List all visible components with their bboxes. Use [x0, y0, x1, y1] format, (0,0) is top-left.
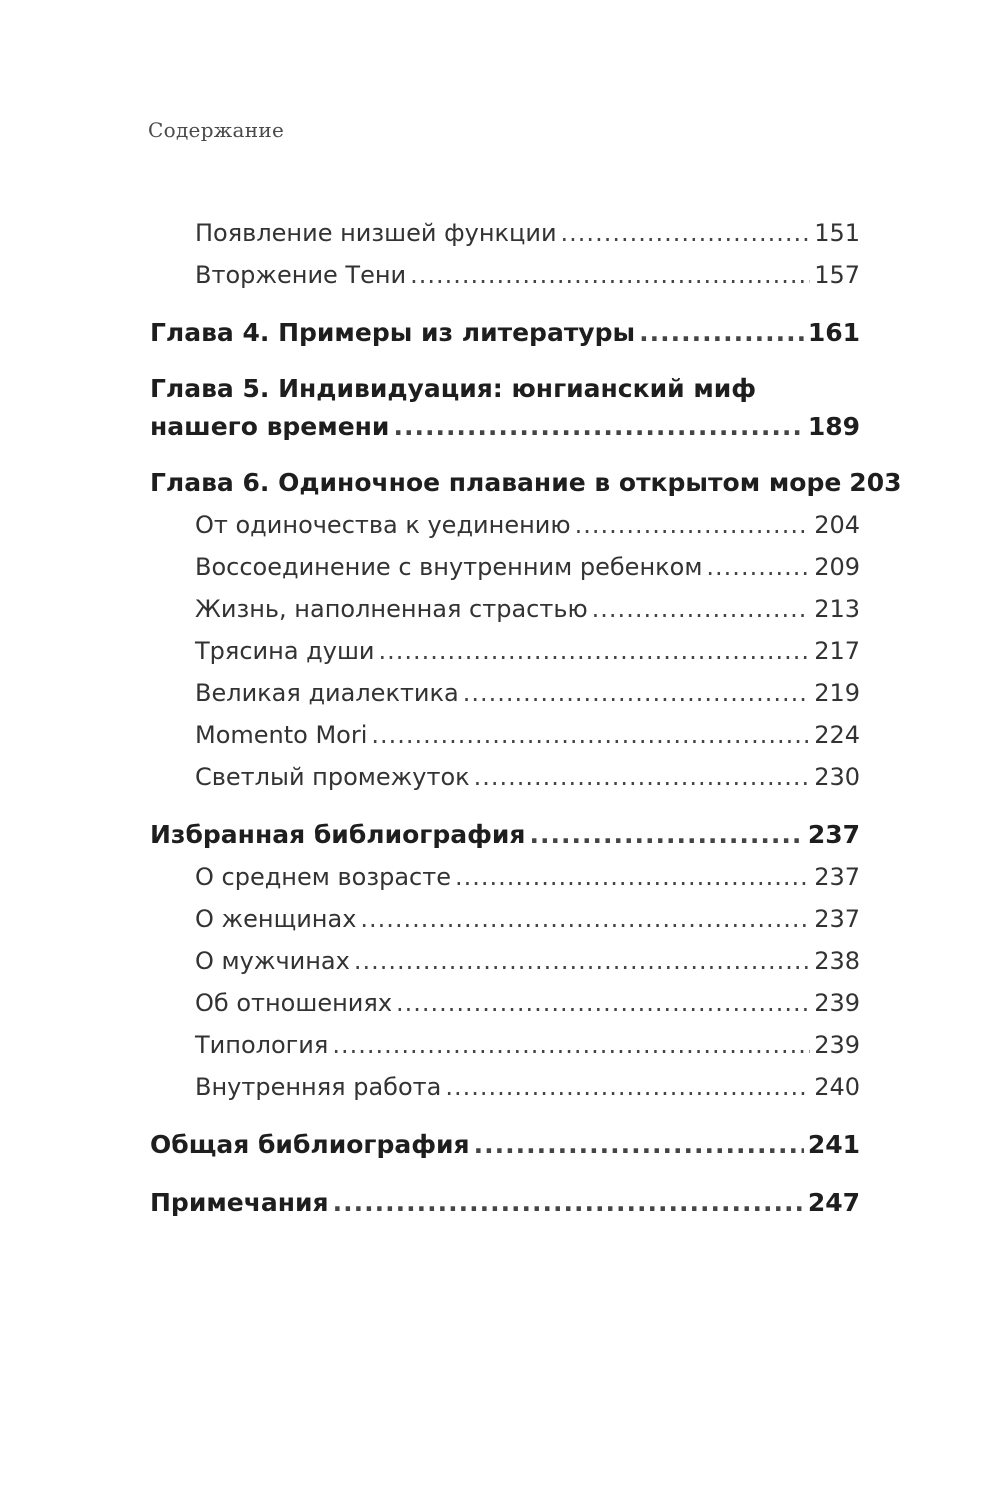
- toc-entry-title: Жизнь, наполненная страстью: [195, 595, 588, 623]
- toc-entry-page: 161: [807, 318, 860, 347]
- dot-leader: [332, 1024, 810, 1066]
- toc-chapter: [150, 1182, 860, 1224]
- toc-entry-page: 204: [814, 511, 860, 539]
- toc-entry: [150, 212, 860, 254]
- dot-leader: [529, 814, 803, 856]
- dot-leader: [360, 898, 810, 940]
- toc-entry: [150, 1066, 860, 1108]
- toc-entry-page: 209: [814, 553, 860, 581]
- dot-leader: [706, 546, 810, 588]
- dot-leader: [639, 312, 804, 354]
- dot-leader: [592, 588, 811, 630]
- toc-entry: [150, 254, 860, 296]
- toc-entry-title: Воссоединение с внутренним ребенком: [195, 553, 703, 581]
- running-head: Содержание: [148, 118, 285, 142]
- toc-entry-title: Внутренняя работа: [195, 1073, 442, 1101]
- toc-entry-title: Общая библиография: [150, 1130, 470, 1159]
- toc-chapter: [150, 1124, 860, 1166]
- toc-entry-page: 217: [814, 637, 860, 665]
- toc-entry: [150, 504, 860, 546]
- dot-leader: [445, 1066, 810, 1108]
- toc-entry-title: Трясина души: [195, 637, 375, 665]
- toc-entry-title: Глава 5. Индивидуация: юнгианский миф: [150, 374, 757, 403]
- toc-entry-page: 157: [814, 261, 860, 289]
- toc-entry-page: 230: [814, 763, 860, 791]
- toc-entry: [150, 940, 860, 982]
- toc-entry-title: От одиночества к уединению: [195, 511, 571, 539]
- toc-chapter: [150, 814, 860, 856]
- toc-entry: [150, 982, 860, 1024]
- toc-entry-title: О женщинах: [195, 905, 357, 933]
- toc-chapter: [150, 408, 860, 446]
- toc-entry-title: Об отношениях: [195, 989, 393, 1017]
- toc-entry-page: 239: [814, 1031, 860, 1059]
- dot-leader: [333, 1182, 804, 1224]
- toc-entry-page: 241: [807, 1130, 860, 1159]
- dot-leader: [561, 212, 811, 254]
- toc-entry-title: Появление низшей функции: [195, 219, 557, 247]
- toc-entry-title: Глава 6. Одиночное плавание в открытом море: [150, 468, 842, 497]
- toc-entry-page: 239: [814, 989, 860, 1017]
- toc-entry: [150, 756, 860, 798]
- toc-entry-page: 237: [814, 863, 860, 891]
- toc-entry-title: Momento Mori: [195, 721, 368, 749]
- toc-entry-page: 238: [814, 947, 860, 975]
- toc-entry: [150, 856, 860, 898]
- toc-entry-page: 247: [807, 1188, 860, 1217]
- toc-entry-title: Избранная библиография: [150, 820, 526, 849]
- toc-entry: [150, 546, 860, 588]
- toc-entry-page: 240: [814, 1073, 860, 1101]
- toc-entry-page: 189: [807, 412, 860, 441]
- dot-leader: [354, 940, 810, 982]
- toc-entry-page: 224: [814, 721, 860, 749]
- toc-entry-title: Великая диалектика: [195, 679, 459, 707]
- toc-entry-title: О среднем возрасте: [195, 863, 451, 891]
- toc-chapter-line1: [150, 370, 860, 408]
- toc-entry-page: 213: [814, 595, 860, 623]
- toc-entry-title: О мужчинах: [195, 947, 350, 975]
- dot-leader: [455, 856, 810, 898]
- toc-entry: [150, 630, 860, 672]
- dot-leader: [474, 756, 811, 798]
- dot-leader: [474, 1124, 804, 1166]
- toc-entry-title: Глава 4. Примеры из литературы: [150, 318, 636, 347]
- toc-entry-page: 151: [814, 219, 860, 247]
- toc-chapter: [150, 462, 902, 504]
- dot-leader: [396, 982, 810, 1024]
- toc-entry-title: Примечания: [150, 1188, 329, 1217]
- table-of-contents: [150, 212, 902, 1224]
- dot-leader: [379, 630, 811, 672]
- toc-entry: [150, 672, 860, 714]
- toc-entry-page: 219: [814, 679, 860, 707]
- toc-entry-title: Светлый промежуток: [195, 763, 470, 791]
- toc-chapter: [150, 312, 860, 354]
- dot-leader: [410, 254, 810, 296]
- toc-entry-title: Типология: [195, 1031, 329, 1059]
- toc-entry: [150, 1024, 860, 1066]
- toc-entry-page: 237: [807, 820, 860, 849]
- toc-entry-title: нашего времени: [150, 412, 390, 441]
- toc-entry: [150, 588, 860, 630]
- dot-leader: [575, 504, 811, 546]
- dot-leader: [463, 672, 810, 714]
- dot-leader: [393, 408, 803, 446]
- toc-entry-page: 203: [849, 468, 902, 497]
- toc-entry-title: Вторжение Тени: [195, 261, 407, 289]
- dot-leader: [371, 714, 810, 756]
- toc-entry-page: 237: [814, 905, 860, 933]
- toc-entry: [150, 714, 860, 756]
- toc-entry: [150, 898, 860, 940]
